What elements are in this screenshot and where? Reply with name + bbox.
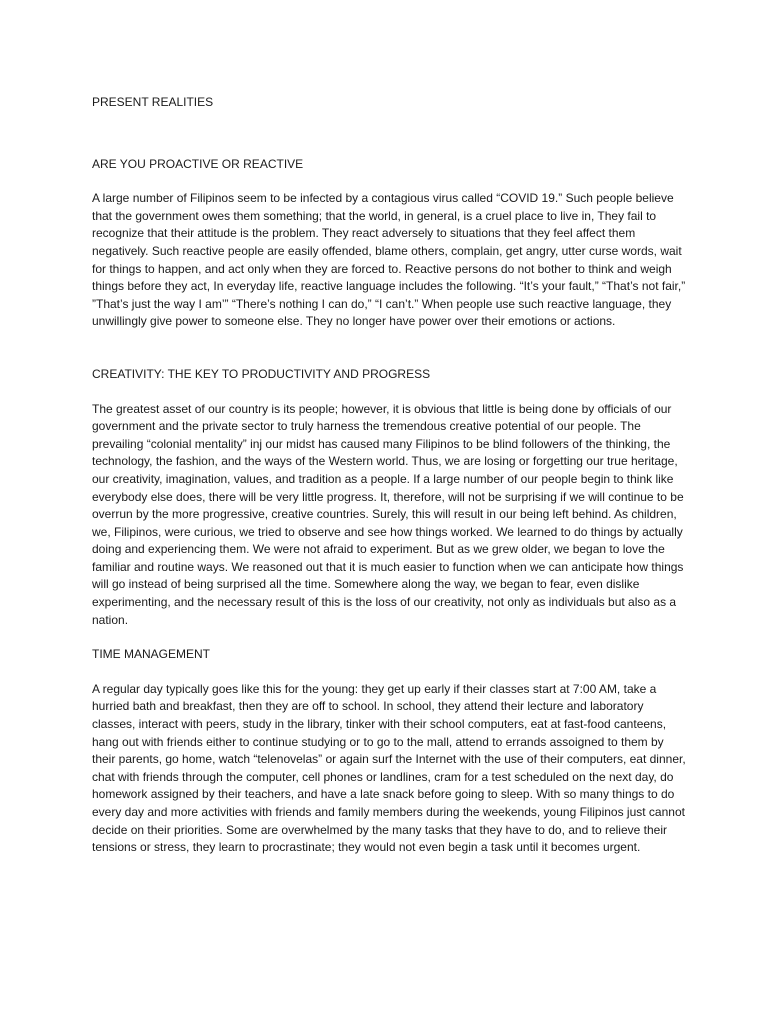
section-heading-time-management: TIME MANAGEMENT xyxy=(92,647,211,662)
section-body-creativity: The greatest asset of our country is its people; however, it is obvious that little is being done by officials of our government and the private sector to truly harness the tremendous creative potential of our people. The prevailing “colonial mentality” inj our midst has caused many Filipinos to be blind followers of the thinking, the technology, the fashion, and the ways of the Western world. Thus, we are losing or forgetting our true heritage, our creativity, imagination, values, and tradition as a people. If a large number of our people begin to think like everybody else does, there will be very little progress. It, therefore, will not be surprising if we will continue to be overrun by the more progressive, creative countries. Surely, this will result in our being left behind. As children, we, Filipinos, were curious, we tried to observe and see how things worked. We learned to do things by actually doing and experiencing them. We were not afraid to experiment. But as we grew older, we began to love the familiar and routine ways. We reasoned out that it is much easier to function when we can anticipate how things will go instead of being surprised all the time. Somewhere along the way, we began to fear, even dislike experimenting, and the necessary result of this is the loss of our creativity, not only as individuals but also as a nation. xyxy=(92,401,684,627)
spacer xyxy=(92,112,686,156)
spacer xyxy=(92,664,686,681)
section-heading-proactive: ARE YOU PROACTIVE OR REACTIVE xyxy=(92,156,304,171)
section-body-time-management: A regular day typically goes like this for the young: they get up early if their classes start at 7:00 AM, take a hurried bath and breakfast, then they are off to school. In school, they attend their lecture and laboratory classes, interact with peers, study in the library, tinker with their school computers, eat at fast-food canteens, hang out with friends either to continue studying or to go to the mall, attend to errands assoigned to them by their parents, go home, watch “telenovelas” or again surf the Internet with the use of their computers, eat dinner, chat with friends through the computer, cell phones or landlines, cram for a test scheduled on the next day, do homework assigned by their teachers, and have a late snack before going to sleep. With so many things to do every day and more activities with friends and family members during the weekends, young Filipinos just cannot decide on their priorities. Some are overwhelmed by the many tasks that they have to do, and to relieve their tensions or stress, they learn to procrastinate; they would not even begin a task until it becomes urgent. xyxy=(92,681,686,855)
document-title: PRESENT REALITIES xyxy=(92,95,214,109)
spacer xyxy=(92,331,686,366)
section-body-proactive: A large number of Filipinos seem to be infected by a contagious virus called “COVID 19.” Such people believe that the government owes them something; that the world, in general, is a cruel place to live in, They fail to recognize that their attitude is the problem. They react adversely to situations that they feel affect them negatively. Such reactive people are easily offended, blame others, complain, get angry, utter curse words, wait for things to happen, and act only when they are forced to. Reactive persons do not bother to think and weigh things before they act, In everyday life, reactive language includes the following. “It’s your fault,” “That’s not fair,” ”That’s just the way I am’” “There’s nothing I can do,” “I can’t.” When people use such reactive language, they unwillingly give power to someone else. They no longer have power over their emotions or actions. xyxy=(92,191,686,329)
spacer xyxy=(92,629,686,646)
spacer xyxy=(92,173,686,190)
section-heading-creativity: CREATIVITY: THE KEY TO PRODUCTIVITY AND PROGRESS xyxy=(92,366,431,381)
document-page xyxy=(92,94,686,857)
spacer xyxy=(92,384,686,401)
